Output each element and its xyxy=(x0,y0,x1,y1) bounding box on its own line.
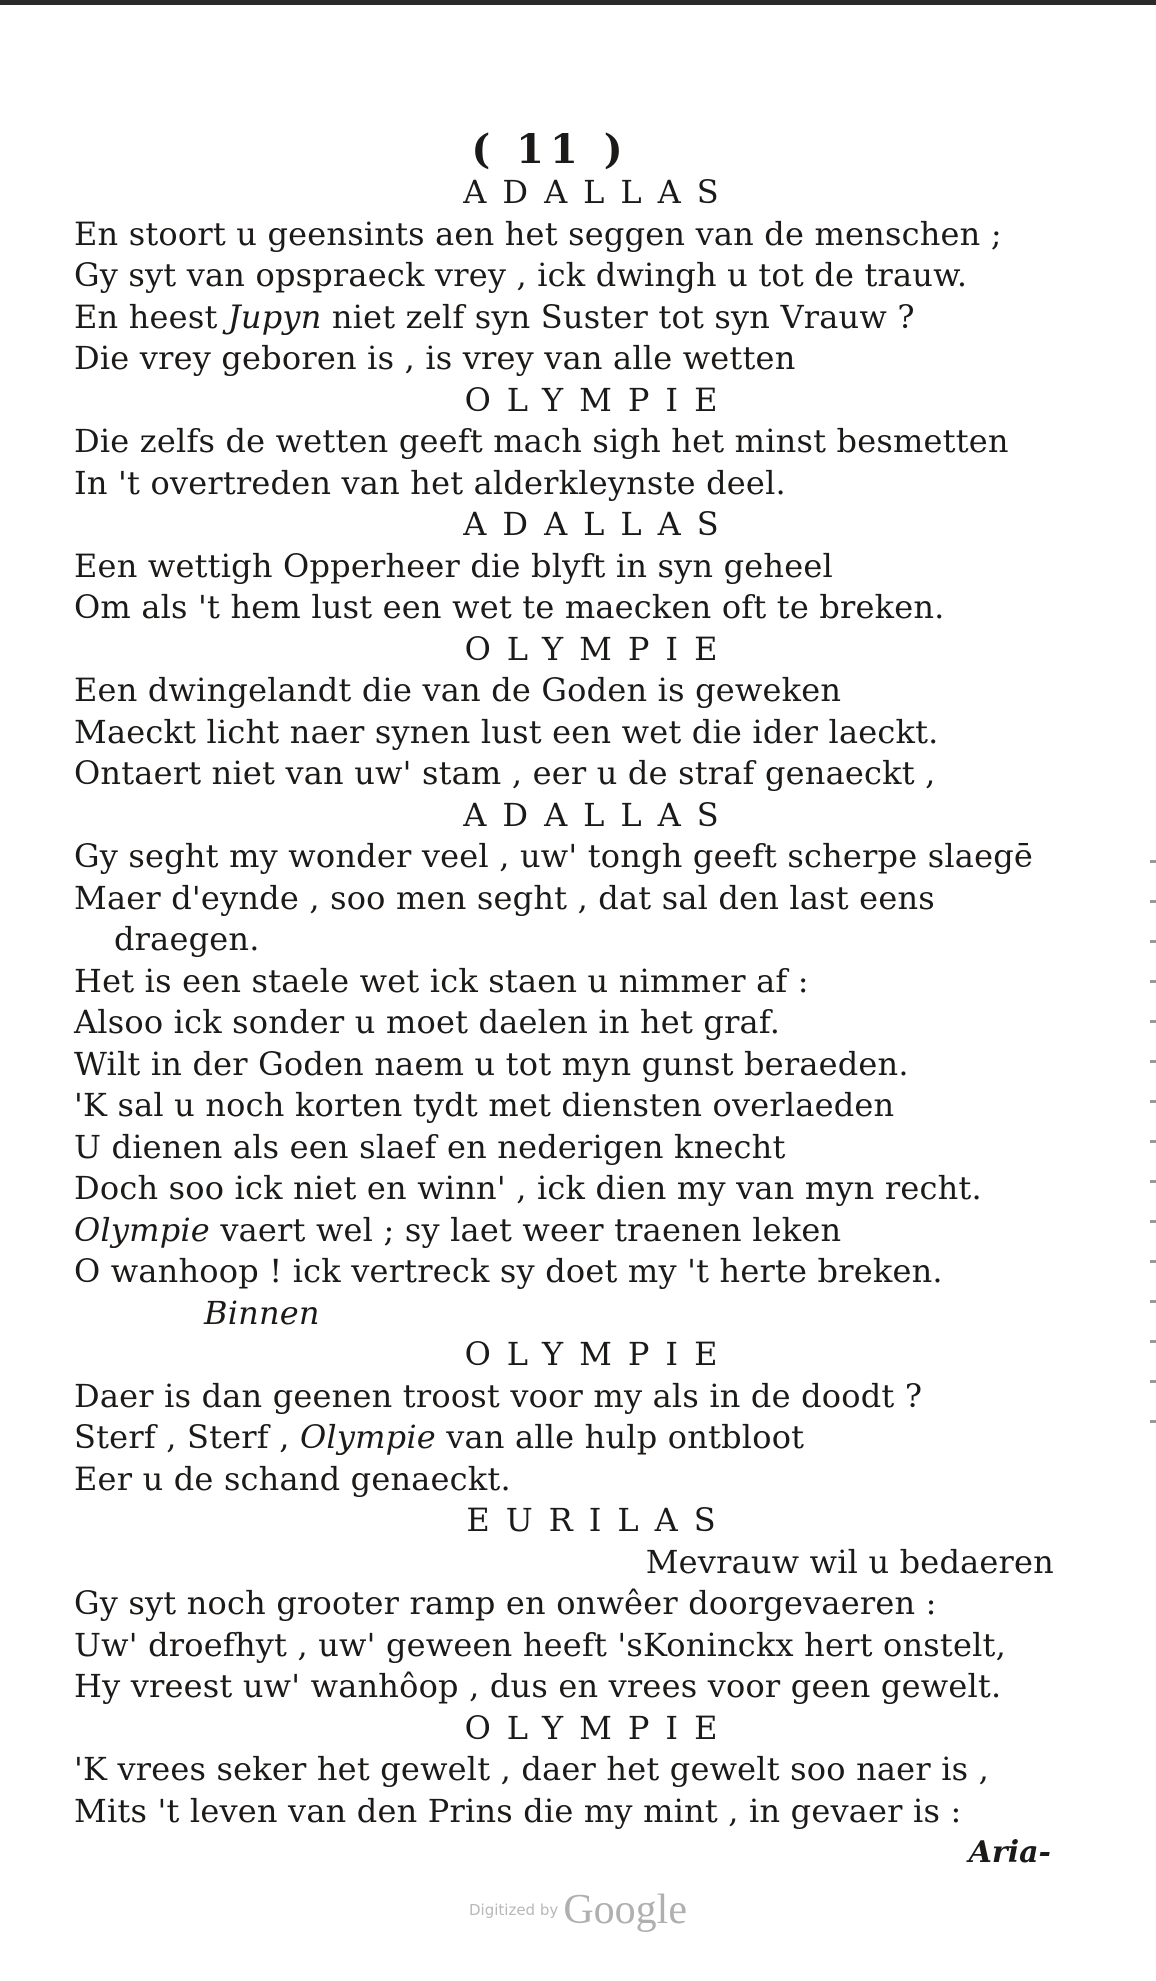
verse-line: U dienen als een slaef en nederigen knecht xyxy=(74,1127,786,1166)
verse-line: Wilt in der Goden naem u tot myn gunst beraeden. xyxy=(74,1044,909,1083)
verse-line: Uw' droefhyt , uw' geween heeft 'sKoninckx hert onstelt, xyxy=(74,1625,1006,1664)
verse-line: Het is een staele wet ick staen u nimmer af : xyxy=(74,961,809,1000)
catchword: Aria- xyxy=(968,1835,1051,1870)
page-number: ( 11 ) xyxy=(471,126,629,173)
verse-text: niet zelf syn Suster tot syn Vrauw ? xyxy=(321,297,915,336)
verse-line: Een dwingelandt die van de Goden is geweken xyxy=(74,671,842,709)
speaker-heading: ADALLAS xyxy=(463,795,735,834)
character-name: Jupyn xyxy=(227,297,322,336)
speaker-heading: OLYMPIE xyxy=(464,629,734,668)
verse-line: Gy syt noch grooter ramp en onwêer doorgevaeren : xyxy=(74,1584,937,1622)
character-name: Olympie xyxy=(299,1418,436,1456)
speaker-heading: OLYMPIE xyxy=(464,1335,734,1373)
speaker-heading: EURILAS xyxy=(466,1501,732,1539)
verse-line: Om als 't hem lust een wet te maecken oft te breken. xyxy=(74,588,945,626)
verse-text: van alle hulp ontbloot xyxy=(435,1418,805,1456)
verse-line: Die vrey geboren is , is vrey van alle wetten xyxy=(74,339,796,377)
verse-line: Alsoo ick sonder u moet daelen in het graf. xyxy=(74,1003,781,1041)
verse-line: draegen. xyxy=(114,920,260,958)
verse-line: Daer is dan geenen troost voor my als in de doodt ? xyxy=(74,1376,923,1415)
verse-line: Hy vreest uw' wanhôop , dus en vrees voor geen gewelt. xyxy=(74,1667,1002,1705)
verse-line: Maeckt licht naer synen lust een wet die ider laeckt. xyxy=(74,712,939,751)
speaker-heading: OLYMPIE xyxy=(464,1708,734,1747)
verse-line: Doch soo ick niet en winn' , ick dien my van myn recht. xyxy=(74,1169,982,1207)
verse-line: Gy seght my wonder veel , uw' tongh geeft scherpe slaegē xyxy=(74,837,1034,875)
verse-line: Die zelfs de wetten geeft mach sigh het minst besmetten xyxy=(74,422,1009,460)
verse-line: In 't overtreden van het alderkleynste deel. xyxy=(74,463,786,502)
speaker-heading: OLYMPIE xyxy=(464,380,734,419)
play-text xyxy=(74,172,1084,1832)
verse-line: Eer u de schand genaeckt. xyxy=(74,1459,511,1498)
verse-line: 'K sal u noch korten tydt met diensten overlaeden xyxy=(74,1086,895,1124)
verse-line xyxy=(74,1210,1084,1252)
verse-line: Maer d'eynde , soo men seght , dat sal den last eens xyxy=(74,878,935,917)
verse-line: Ontaert niet van uw' stam , eer u de straf genaeckt , xyxy=(74,754,936,792)
google-logo: Google xyxy=(563,1887,687,1933)
digitization-footer xyxy=(0,1886,1156,1934)
stage-direction: Binnen xyxy=(204,1293,320,1332)
verse-line: Gy syt van opspraeck vrey , ick dwingh u tot de trauw. xyxy=(74,256,968,294)
verse-text: vaert wel ; sy laet weer traenen leken xyxy=(209,1210,842,1249)
verse-line xyxy=(74,1417,1084,1459)
verse-line: Een wettigh Opperheer die blyft in syn geheel xyxy=(74,546,833,585)
verse-line: En stoort u geensints aen het seggen van de menschen ; xyxy=(74,214,1002,253)
speaker-heading: ADALLAS xyxy=(463,173,735,211)
verse-line: Mits 't leven van den Prins die my mint , in gevaer is : xyxy=(74,1791,962,1830)
character-name: Olympie xyxy=(74,1210,210,1249)
verse-line xyxy=(74,297,1084,339)
digitized-by-label: Digitized by xyxy=(469,1901,559,1919)
verse-text: En heest xyxy=(74,297,228,336)
verse-line: O wanhoop ! ick vertreck sy doet my 't herte breken. xyxy=(74,1252,943,1290)
verse-line: 'K vrees seker het gewelt , daer het gewelt soo naer is , xyxy=(74,1750,989,1788)
verse-line: Mevrauw wil u bedaeren xyxy=(645,1542,1054,1581)
verse-text: Sterf , Sterf , xyxy=(74,1418,300,1456)
speaker-heading: ADALLAS xyxy=(463,505,735,543)
